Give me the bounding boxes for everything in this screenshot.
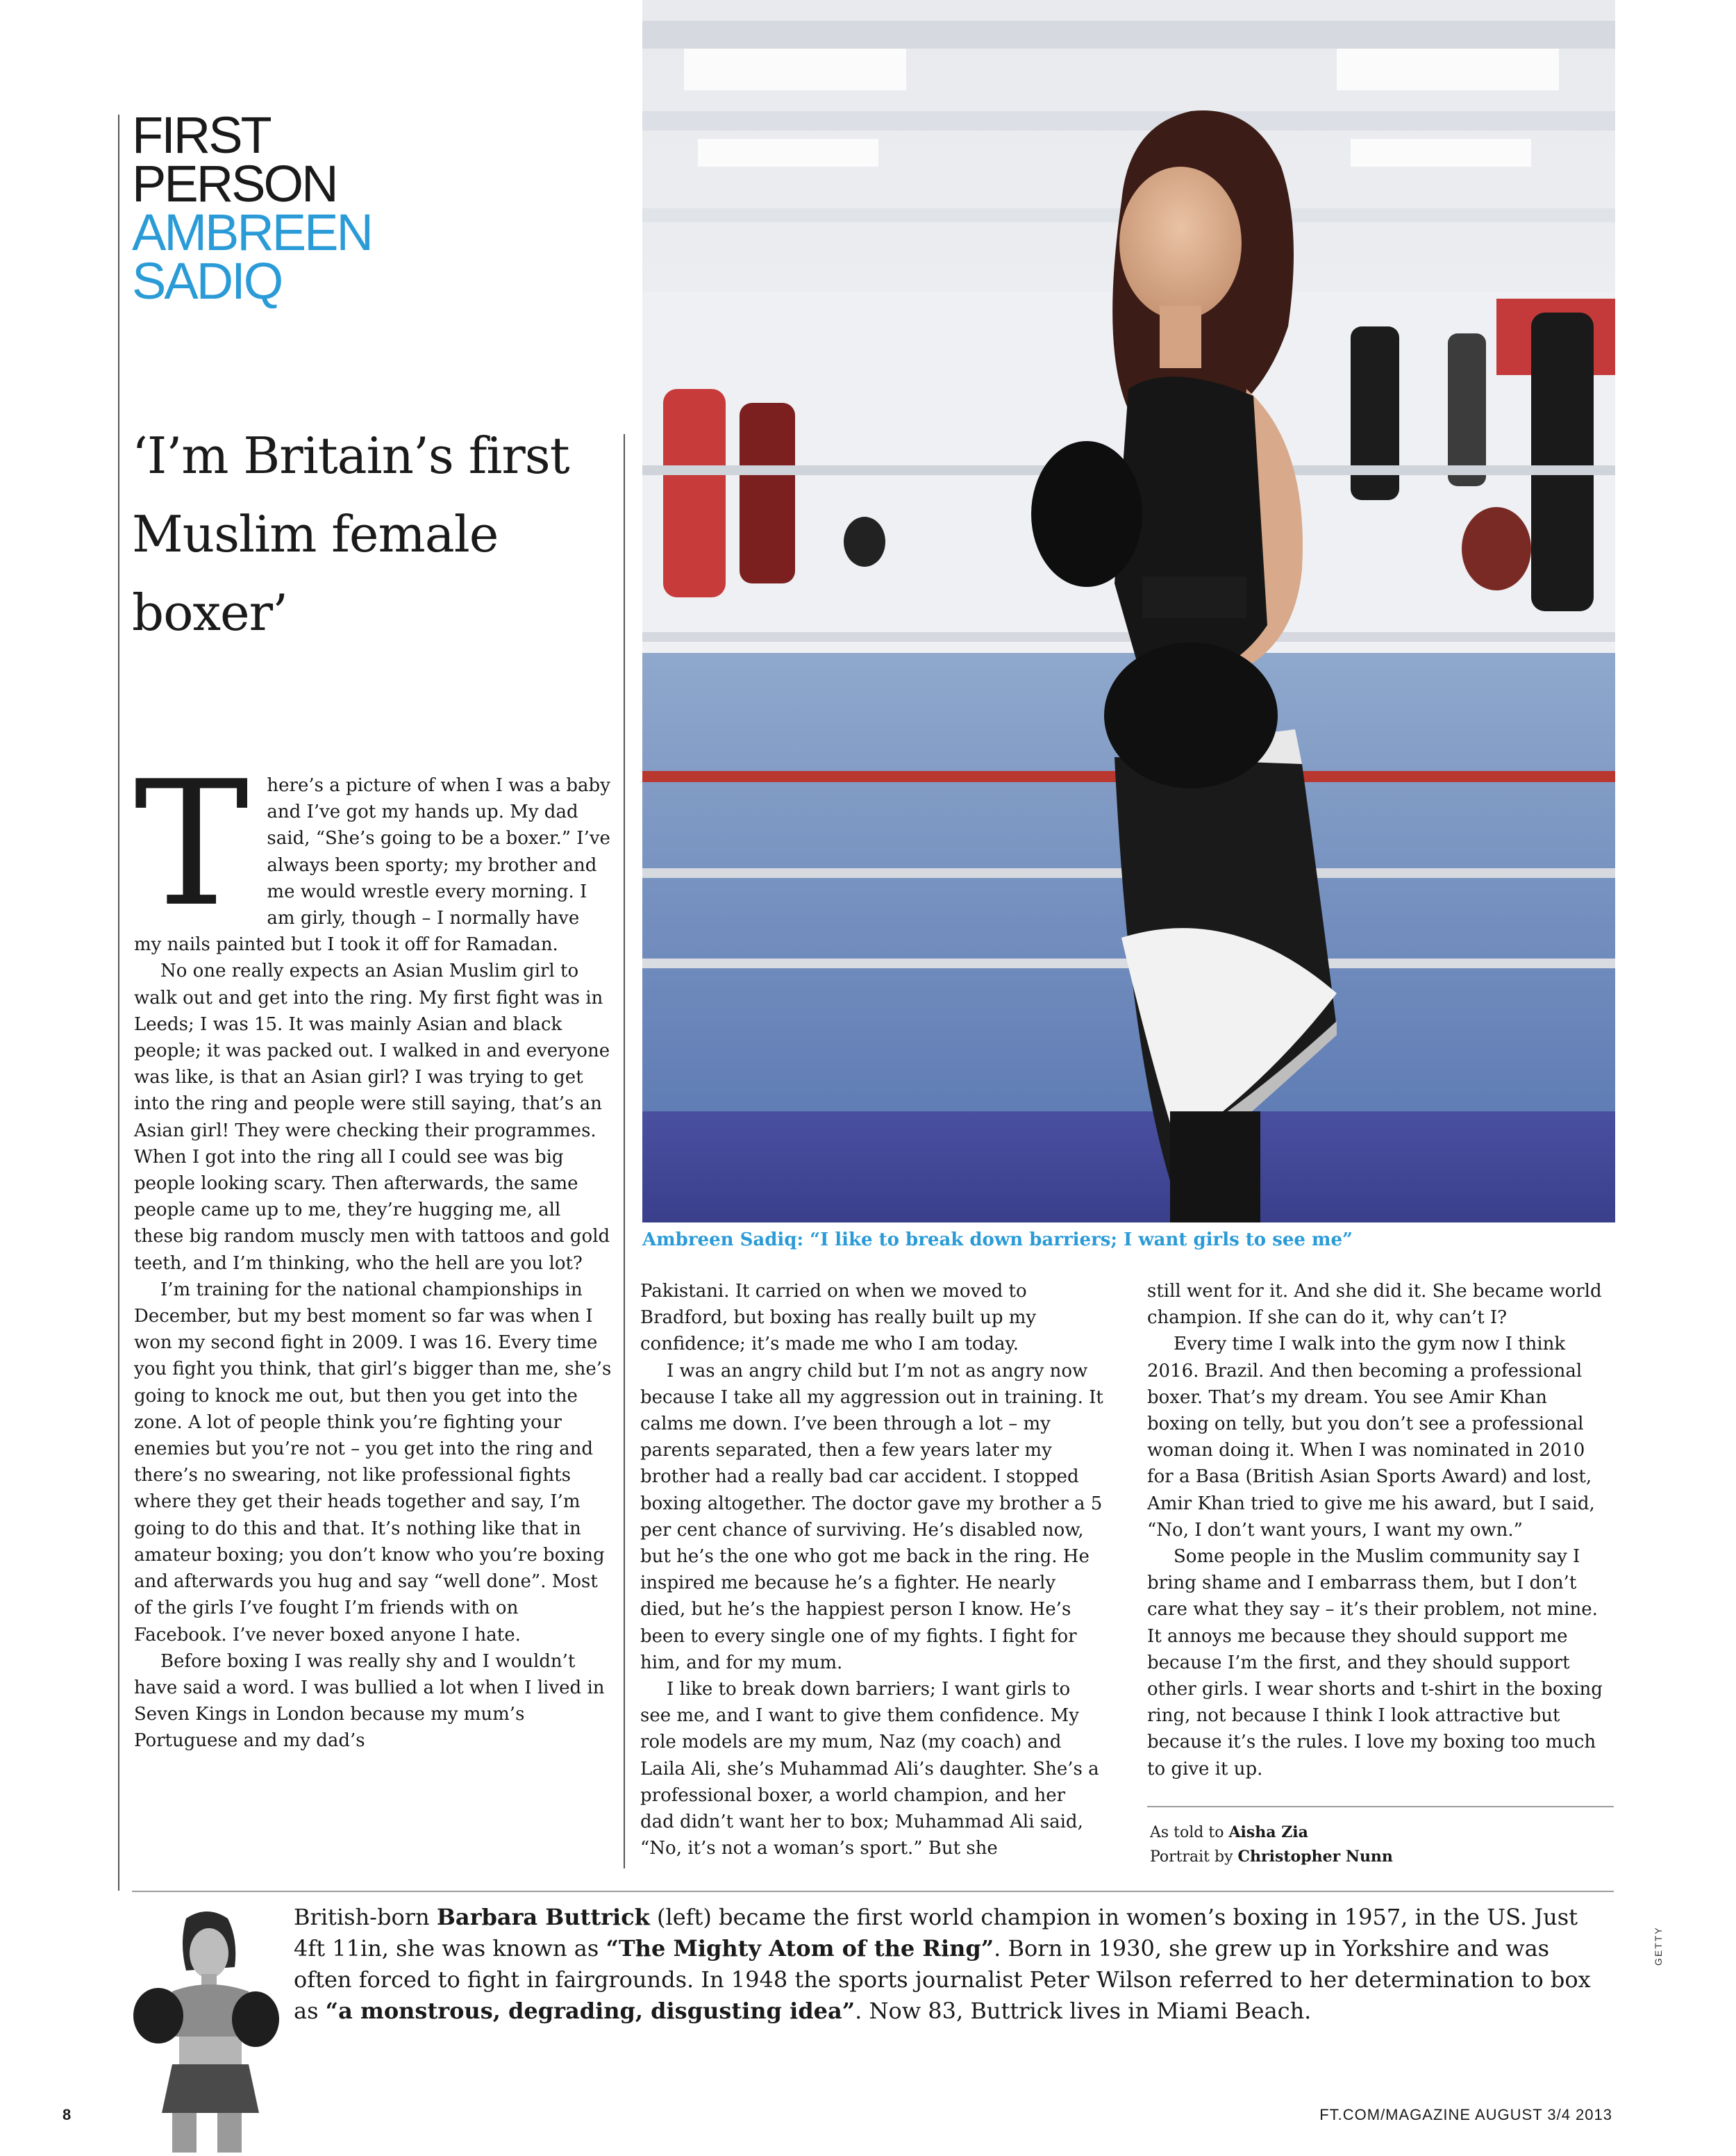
article-paragraph: Before boxing I was really shy and I wouldn’t have said a word. I was bullied a lot when I lived in Seven Kings in London because my mum’s Portuguese and my dad’s <box>134 1650 605 1752</box>
article-paragraph: I’m training for the national championships in December, but my best moment so far was when I won my second fight in 2009. I was 16. Every time you fight you think, that girl’s bigger than me, she’s going to knock me out, but then you get into the zone. A lot of people think you’re fighting your enemies but you’re not – you get into the ring and there’s no swearing, not like professional fights where they get their heads together and say, I’m going to do this and that. It’s nothing like that in amateur boxing; you don’t know who you’re boxing and afterwards you hug and say “well done”. Most of the girls I’ve fought I’m friends with on Facebook. I’ve never boxed anyone I hate. <box>134 1279 612 1645</box>
article-paragraph: Every time I walk into the gym now I think 2016. Brazil. And then becoming a professional boxer. That’s my dream. You see Amir Khan boxing on telly, but you don’t see a professional woman doing it. When I was nominated in 2010 for a Basa (British Asian Sports Award) and lost, Amir Khan tried to give me his award, but I said, “No, I don’t want yours, I want my own.” <box>1147 1334 1595 1541</box>
boxout-top-rule <box>132 1891 1614 1892</box>
kicker-line-3: AMBREEN <box>132 204 372 261</box>
photo-caption: Ambreen Sadiq: “I like to break down barriers; I want girls to see me” <box>642 1229 1353 1250</box>
told-to-credit: As told to Aisha Zia <box>1150 1823 1308 1841</box>
boxing-glove <box>1031 441 1142 587</box>
punch-bag <box>663 389 726 597</box>
kicker-line-2: PERSON <box>132 155 337 213</box>
ring-apron <box>642 1111 1615 1222</box>
kicker-line-1: FIRST <box>132 106 270 164</box>
credits-rule <box>1147 1806 1614 1807</box>
headline-column-rule <box>624 434 625 1868</box>
article-column-2 <box>640 1278 1104 1861</box>
boxout-text: British-born Barbara Buttrick (left) became the first world champion in women’s boxing in 1957, in the US. Just 4ft 11in, she was known as “The Mighty Atom of the Ring”. Born in 1930, she grew up in Yorkshire and was often forced to fight in fairgrounds. In 1948 the sports journalist Peter Wilson referred to her determination to box as “a monstrous, degrading, disgusting idea”. Now 83, Buttrick lives in Miami Beach. <box>294 1904 1591 2024</box>
article-column-1 <box>134 745 612 1755</box>
told-to-name: Aisha Zia <box>1228 1823 1308 1841</box>
portrait-credit: Portrait by Christopher Nunn <box>1150 1848 1393 1866</box>
left-column-rule <box>118 115 119 1891</box>
article-column-3 <box>1147 1278 1611 1782</box>
kicker-line-4: SADIQ <box>132 252 282 310</box>
portrait-name: Christopher Nunn <box>1237 1848 1393 1866</box>
article-paragraph: Pakistani. It carried on when we moved to Bradford, but boxing has really built up my confidence; it’s made me who I am today. <box>640 1281 1037 1355</box>
article-paragraph: Some people in the Muslim community say I bring shame and I embarrass them, but I don’t care what they say – it’s their problem, not mine. It annoys me because they should support me because I’m the first, and they should support other girls. I wear shorts and t-shirt in the boxing ring, not because I think I look attractive but because it’s the rules. I love my boxing too much to give it up. <box>1147 1546 1603 1780</box>
buttrick-photo <box>131 1905 281 2153</box>
article-paragraph: I was an angry child but I’m not as angry now because I take all my aggression out in training. It calms me down. I’ve been through a lot – my parents separated, then a few years later my brother had a really bad car accident. I stopped boxing altogether. The doctor gave my brother a 5 per cent chance of surviving. He’s disabled now, but he’s the one who got me back in the ring. He inspired me because he’s a fighter. He nearly died, but he’s the happiest person I know. He’s been to every single one of my fights. I fight for him, and for my mum. <box>640 1360 1103 1673</box>
credits <box>1150 1821 1393 1869</box>
boxout-nickname: “The Mighty Atom of the Ring” <box>606 1935 994 1962</box>
drop-cap: T <box>134 745 249 945</box>
kicker <box>132 106 372 310</box>
page-number: 8 <box>62 2106 72 2123</box>
boxout-name: Barbara Buttrick <box>436 1904 650 1930</box>
portrait-photo <box>642 0 1615 1222</box>
article-paragraph: still went for it. And she did it. She became world champion. If she can do it, why can’t I? <box>1147 1281 1602 1329</box>
article-paragraph: T here’s a picture of when I was a baby and I’ve got my hands up. My dad said, “She’s going to be a boxer.” I’ve always been sporty; my brother and me would wrestle every morning. I am girly, though – I normally have my nails painted but I took it off for Ramadan. <box>134 745 610 956</box>
article-paragraph: I like to break down barriers; I want girls to see me, and I want to give them confidence. My role models are my mum, Naz (my coach) and Laila Ali, she’s Muhammad Ali’s daughter. She’s a professional boxer, a world champion, and her dad didn’t want her to box; Muhammad Ali said, “No, it’s not a woman’s sport.” But she <box>640 1679 1099 1859</box>
boxout-quote: “a monstrous, degrading, disgusting idea” <box>325 1998 856 2024</box>
footer-publication: FT.COM/MAGAZINE AUGUST 3/4 2013 <box>1319 2106 1612 2123</box>
article-paragraph: No one really expects an Asian Muslim girl to walk out and get into the ring. My first fight was in Leeds; I was 15. It was mainly Asian and black people; it was packed out. I walked in and everyone was like, is that an Asian girl? I was trying to get into the ring and people were still saying, that’s an Asian girl! They were checking their programmes. When I got into the ring all I could see was big people looking scary. Then afterwards, the same people came up to me, they’re hugging me, all these big random muscly men with tattoos and gold teeth, and I’m thinking, who the hell are you lot? <box>134 961 610 1274</box>
photo-credit: GETTY <box>1653 1926 1664 1966</box>
headline: ‘I’m Britain’s first Muslim female boxer’ <box>132 426 569 642</box>
